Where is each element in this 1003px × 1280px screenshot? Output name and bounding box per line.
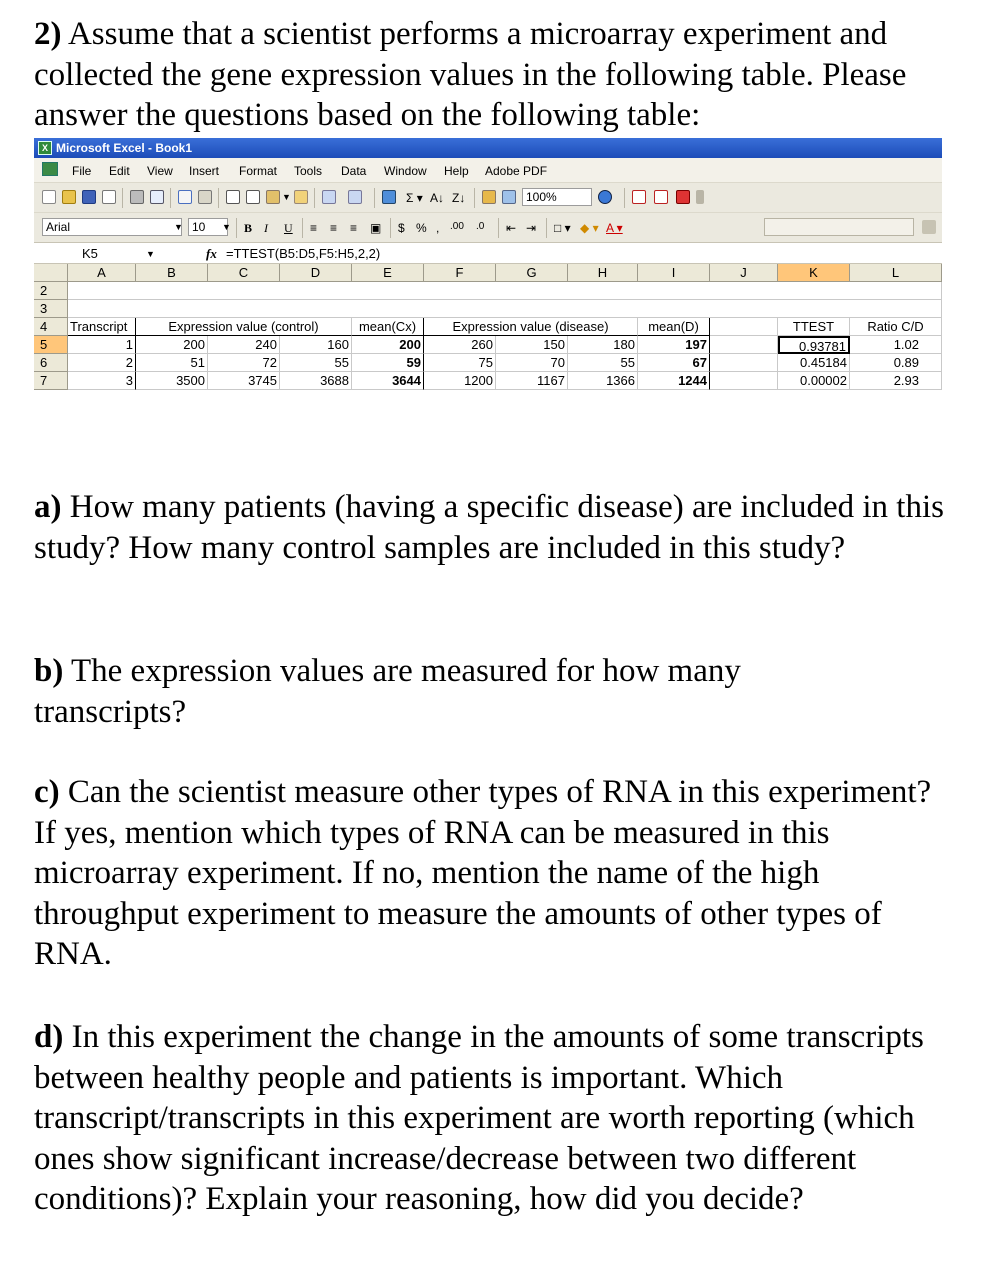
- new-icon[interactable]: [42, 190, 56, 204]
- merge-center-icon[interactable]: ▣: [370, 221, 382, 235]
- row-header[interactable]: 4: [34, 318, 68, 336]
- excel-window: [34, 138, 942, 402]
- fill-color-icon[interactable]: ◆ ▾: [580, 221, 599, 235]
- question-c: [34, 772, 954, 975]
- cell-disease[interactable]: 150: [496, 336, 568, 354]
- redo-icon[interactable]: [348, 190, 362, 204]
- increase-decimal-icon[interactable]: .00: [450, 221, 464, 232]
- question-a: [34, 487, 954, 568]
- header-ttest[interactable]: TTEST: [778, 318, 850, 336]
- drawing-icon[interactable]: [502, 190, 516, 204]
- help-icon[interactable]: [598, 190, 612, 204]
- italic-icon[interactable]: I: [264, 221, 268, 235]
- empty-cell[interactable]: [710, 372, 778, 390]
- standard-toolbar: [34, 182, 942, 212]
- align-left-icon[interactable]: ≡: [310, 221, 318, 235]
- menu-format[interactable]: Format: [239, 164, 278, 178]
- question-a-text: How many patients (having a specific disease) are included in this study? How many control samples are included in this study?: [34, 489, 944, 566]
- toolbar-options-icon[interactable]: [696, 190, 704, 204]
- empty-cell[interactable]: [710, 336, 778, 354]
- pdf-review-icon[interactable]: [676, 190, 690, 204]
- pdf-email-icon[interactable]: [654, 190, 668, 204]
- print-icon[interactable]: [130, 190, 144, 204]
- col-header[interactable]: H: [568, 264, 638, 282]
- select-all-corner[interactable]: [34, 264, 68, 282]
- menu-tools[interactable]: Tools: [294, 164, 323, 178]
- cell-control[interactable]: 240: [208, 336, 280, 354]
- menu-file[interactable]: File: [72, 164, 92, 178]
- empty-row[interactable]: [68, 300, 942, 318]
- menu-edit[interactable]: Edit: [109, 164, 130, 178]
- save-icon[interactable]: [82, 190, 96, 204]
- col-header[interactable]: D: [280, 264, 352, 282]
- font-name-value: Arial: [46, 220, 71, 234]
- excel-window-title: Microsoft Excel - Book1: [56, 141, 193, 155]
- underline-icon[interactable]: U: [284, 221, 293, 235]
- question-c-label: c): [34, 774, 60, 810]
- cell-ratio[interactable]: 2.93: [850, 372, 942, 390]
- cell-ratio[interactable]: 1.02: [850, 336, 942, 354]
- excel-title-bar: [34, 138, 942, 158]
- question-b: [34, 651, 834, 732]
- header-disease[interactable]: Expression value (disease): [424, 318, 638, 336]
- cell-ratio[interactable]: 0.89: [850, 354, 942, 372]
- cell-ttest[interactable]: 0.45184: [778, 354, 850, 372]
- cell-control[interactable]: 3688: [280, 372, 352, 390]
- header-ratio[interactable]: Ratio C/D: [850, 318, 942, 336]
- font-size-dropdown-icon[interactable]: ▼: [222, 222, 231, 232]
- cell-mean-control[interactable]: 59: [352, 354, 424, 372]
- research-icon[interactable]: [198, 190, 212, 204]
- toolbar-end-icon[interactable]: [922, 220, 936, 234]
- cell-control[interactable]: 3745: [208, 372, 280, 390]
- question-intro: [34, 14, 954, 136]
- name-box-dropdown-icon[interactable]: ▼: [146, 249, 155, 259]
- name-box[interactable]: K5: [82, 246, 98, 261]
- increase-indent-icon[interactable]: ⇥: [526, 221, 537, 235]
- header-mean-d[interactable]: mean(D): [638, 318, 710, 336]
- excel-app-icon: X: [38, 141, 52, 155]
- row-header[interactable]: 6: [34, 354, 68, 372]
- font-name-box[interactable]: [42, 218, 182, 236]
- question-d-text: In this experiment the change in the amounts of some transcripts between healthy people and patients is important. Which transcript/transcripts in this experiment are worth reporting (which ones show significant increase/decrease between two different conditions)? Explain your reasoning, how did you decide?: [34, 1019, 924, 1217]
- insert-function-icon[interactable]: fx: [206, 246, 217, 261]
- header-control[interactable]: Expression value (control): [136, 318, 352, 336]
- sort-descending-icon[interactable]: Z↓: [452, 191, 466, 205]
- decrease-decimal-icon[interactable]: .0: [476, 221, 485, 232]
- col-header[interactable]: A: [68, 264, 136, 282]
- chart-wizard-icon[interactable]: [482, 190, 496, 204]
- copy-icon[interactable]: [246, 190, 260, 204]
- autosum-icon[interactable]: Σ ▾: [406, 191, 423, 205]
- excel-menu-bar: [34, 158, 942, 182]
- col-header[interactable]: I: [638, 264, 710, 282]
- active-cell-ttest[interactable]: 0.93781: [778, 336, 850, 354]
- question-b-text: The expression values are measured for how many transcripts?: [34, 653, 741, 730]
- cell-disease[interactable]: 1167: [496, 372, 568, 390]
- menu-window[interactable]: Window: [384, 164, 427, 178]
- toolbar-search-box[interactable]: [764, 218, 914, 236]
- question-c-text: Can the scientist measure other types of RNA in this experiment? If yes, mention which types of RNA can be measured in this microarray experiment. If no, mention the name of the high throughput experiment to measure the amounts of other types of RNA.: [34, 774, 932, 972]
- permission-icon[interactable]: [102, 190, 116, 204]
- cell-transcript-id[interactable]: 2: [68, 354, 136, 372]
- col-header[interactable]: C: [208, 264, 280, 282]
- paste-icon[interactable]: [266, 190, 280, 204]
- cell-disease[interactable]: 1200: [424, 372, 496, 390]
- row-header-selected[interactable]: 5: [34, 336, 68, 354]
- row-header[interactable]: 7: [34, 372, 68, 390]
- menu-adobe-pdf[interactable]: Adobe PDF: [485, 164, 548, 178]
- cell-disease[interactable]: 55: [568, 354, 638, 372]
- cell-control[interactable]: 72: [208, 354, 280, 372]
- menu-insert[interactable]: Insert: [189, 164, 220, 178]
- cell-mean-control[interactable]: 3644: [352, 372, 424, 390]
- cell-control[interactable]: 51: [136, 354, 208, 372]
- zoom-box[interactable]: [522, 188, 592, 206]
- currency-icon[interactable]: $: [398, 221, 405, 235]
- menu-help[interactable]: Help: [444, 164, 469, 178]
- formula-bar: [34, 242, 942, 264]
- sort-ascending-icon[interactable]: A↓: [430, 191, 445, 205]
- cell-mean-disease[interactable]: 67: [638, 354, 710, 372]
- align-right-icon[interactable]: ≡: [350, 221, 358, 235]
- percent-icon[interactable]: %: [416, 221, 427, 235]
- print-preview-icon[interactable]: [150, 190, 164, 204]
- question-a-label: a): [34, 489, 62, 525]
- cell-ttest[interactable]: 0.00002: [778, 372, 850, 390]
- formatting-toolbar: [34, 212, 942, 242]
- pdf-convert-icon[interactable]: [632, 190, 646, 204]
- format-painter-icon[interactable]: [294, 190, 308, 204]
- row-header[interactable]: 2: [34, 282, 68, 300]
- workbook-icon: [42, 162, 58, 176]
- cell-control[interactable]: 55: [280, 354, 352, 372]
- menu-view[interactable]: View: [147, 164, 173, 178]
- question-number: 2): [34, 16, 62, 52]
- empty-cell[interactable]: [710, 354, 778, 372]
- cell-control[interactable]: 200: [136, 336, 208, 354]
- hyperlink-icon[interactable]: [382, 190, 396, 204]
- col-header[interactable]: G: [496, 264, 568, 282]
- borders-icon[interactable]: □ ▾: [554, 221, 571, 235]
- row-header[interactable]: 3: [34, 300, 68, 318]
- cut-icon[interactable]: [226, 190, 240, 204]
- cell-disease[interactable]: 180: [568, 336, 638, 354]
- empty-cell[interactable]: [710, 318, 778, 336]
- question-b-label: b): [34, 653, 64, 689]
- cell-control[interactable]: 3500: [136, 372, 208, 390]
- font-color-icon[interactable]: A ▾: [606, 221, 623, 235]
- cell-control[interactable]: 160: [280, 336, 352, 354]
- col-header[interactable]: L: [850, 264, 942, 282]
- cell-disease[interactable]: 260: [424, 336, 496, 354]
- zoom-value: 100%: [526, 190, 557, 204]
- cell-transcript-id[interactable]: 1: [68, 336, 136, 354]
- col-header[interactable]: E: [352, 264, 424, 282]
- paste-dropdown-icon[interactable]: ▼: [282, 192, 291, 202]
- question-d: [34, 1017, 954, 1220]
- header-transcript[interactable]: Transcript: [68, 318, 136, 336]
- cell-mean-disease[interactable]: 1244: [638, 372, 710, 390]
- open-icon[interactable]: [62, 190, 76, 204]
- font-size-value: 10: [192, 220, 206, 234]
- col-header-selected[interactable]: K: [778, 264, 850, 282]
- cell-disease[interactable]: 75: [424, 354, 496, 372]
- cell-mean-control[interactable]: 200: [352, 336, 424, 354]
- cell-mean-disease[interactable]: 197: [638, 336, 710, 354]
- menu-data[interactable]: Data: [341, 164, 367, 178]
- cell-disease[interactable]: 70: [496, 354, 568, 372]
- decrease-indent-icon[interactable]: ⇤: [506, 221, 517, 235]
- cell-transcript-id[interactable]: 3: [68, 372, 136, 390]
- header-mean-cx[interactable]: mean(Cx): [352, 318, 424, 336]
- comma-style-icon[interactable]: ,: [436, 221, 440, 235]
- undo-icon[interactable]: [322, 190, 336, 204]
- spelling-icon[interactable]: [178, 190, 192, 204]
- col-header[interactable]: B: [136, 264, 208, 282]
- cell-disease[interactable]: 1366: [568, 372, 638, 390]
- question-d-label: d): [34, 1019, 64, 1055]
- col-header[interactable]: F: [424, 264, 496, 282]
- empty-row[interactable]: [68, 282, 942, 300]
- font-name-dropdown-icon[interactable]: ▼: [174, 222, 183, 232]
- formula-text[interactable]: =TTEST(B5:D5,F5:H5,2,2): [226, 246, 381, 261]
- align-center-icon[interactable]: ≡: [330, 221, 338, 235]
- col-header[interactable]: J: [710, 264, 778, 282]
- bold-icon[interactable]: B: [244, 221, 253, 235]
- question-intro-text: Assume that a scientist performs a microarray experiment and collected the gene expression values in the following table. Please answer the questions based on the following table:: [34, 16, 907, 133]
